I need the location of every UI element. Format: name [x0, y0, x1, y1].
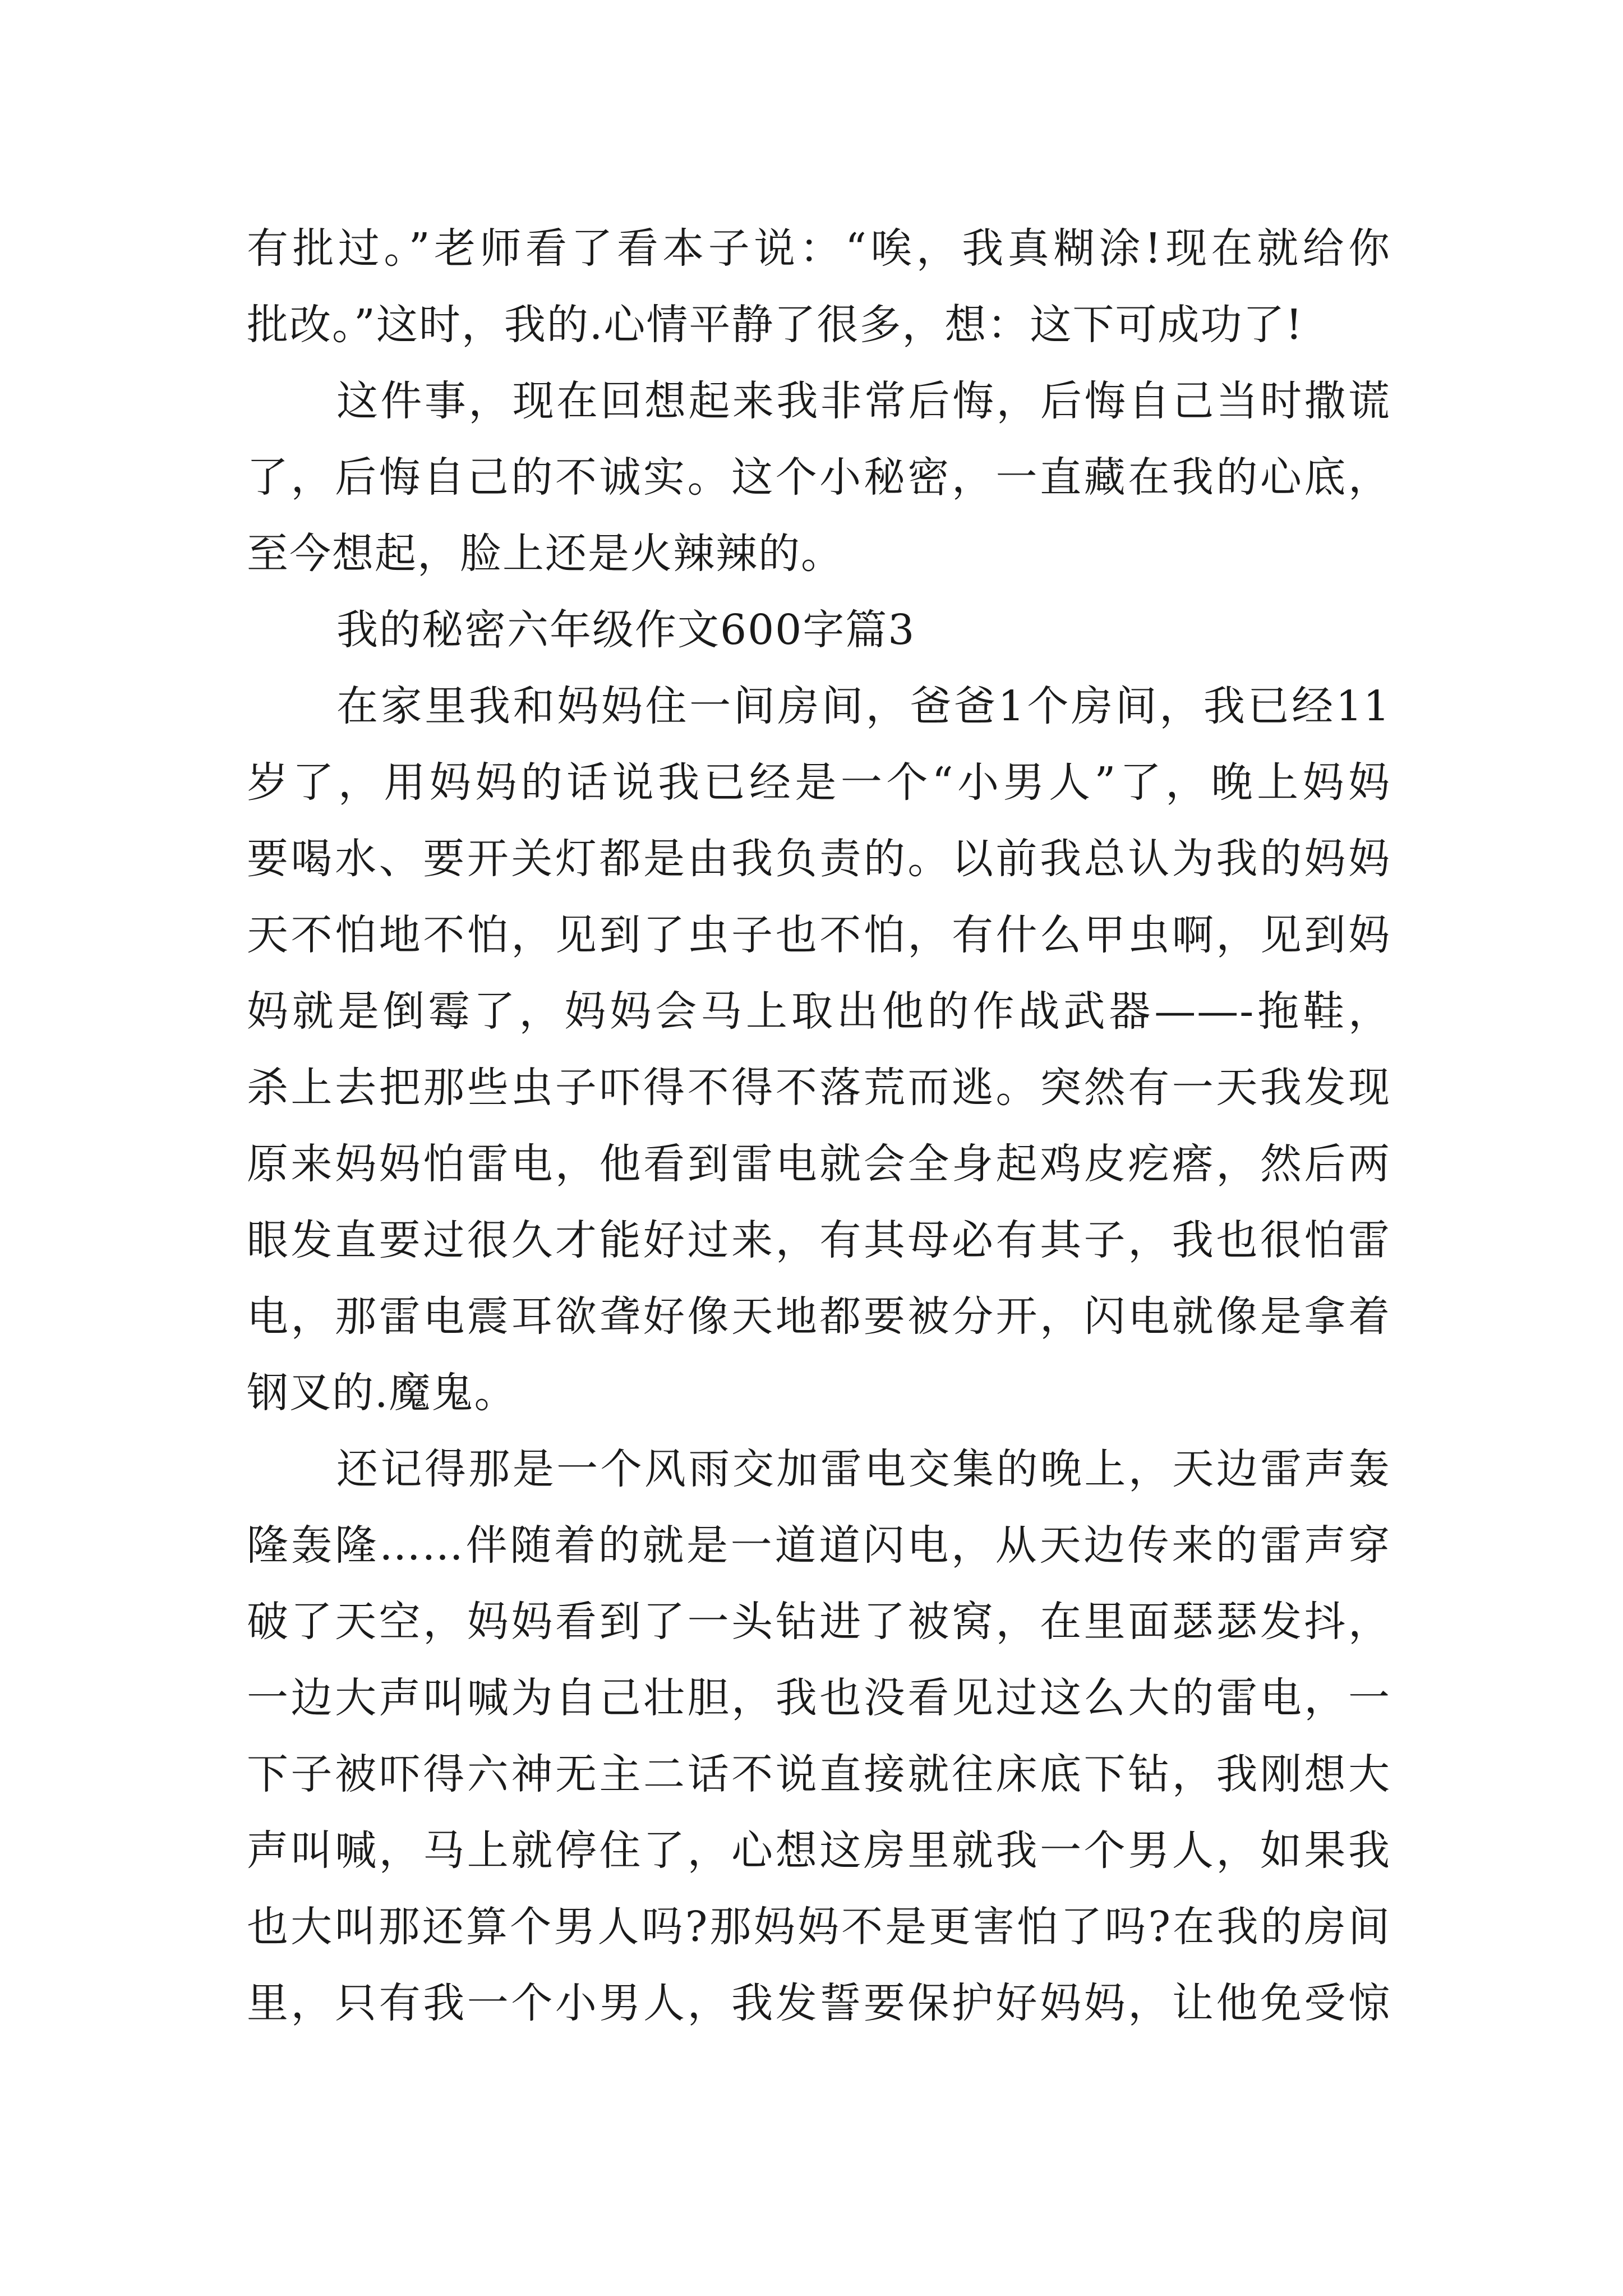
text-line: 隆轰隆……伴随着的就是一道道闪电，从天边传来的雷声穿	[247, 1521, 1391, 1570]
text-line: 原来妈妈怕雷电，他看到雷电就会全身起鸡皮疙瘩，然后两	[247, 1140, 1391, 1188]
text-line: 眼发直要过很久才能好过来，有其母必有其子，我也很怕雷	[247, 1216, 1391, 1264]
text-line: 要喝水、要开关灯都是由我负责的。以前我总认为我的妈妈	[247, 835, 1391, 883]
text-line: 破了天空，妈妈看到了一头钻进了被窝，在里面瑟瑟发抖，	[247, 1598, 1391, 1646]
text-line: 岁了，用妈妈的话说我已经是一个“小男人”了，晚上妈妈	[247, 758, 1391, 807]
text-line: 妈就是倒霉了，妈妈会马上取出他的作战武器——-拖鞋，	[247, 987, 1391, 1036]
text-line: 在家里我和妈妈住一间房间，爸爸1个房间，我已经11	[336, 682, 1391, 730]
text-line: 还记得那是一个风雨交加雷电交集的晚上，天边雷声轰	[336, 1445, 1391, 1493]
text-line: 声叫喊，马上就停住了，心想这房里就我一个男人，如果我	[247, 1826, 1391, 1875]
text-line: 一边大声叫喊为自己壮胆，我也没看见过这么大的雷电，一	[247, 1674, 1391, 1722]
text-line: 批改。”这时，我的.心情平静了很多，想：这下可成功了!	[247, 301, 1304, 349]
text-line: 至今想起，脸上还是火辣辣的。	[247, 530, 843, 578]
text-line: 天不怕地不怕，见到了虫子也不怕，有什么甲虫啊，见到妈	[247, 911, 1391, 959]
text-line: 钢叉的.魔鬼。	[247, 1369, 517, 1417]
text-line: 电，那雷电震耳欲聋好像天地都要被分开，闪电就像是拿着	[247, 1292, 1391, 1341]
text-line: 里，只有我一个小男人，我发誓要保护好妈妈，让他免受惊	[247, 1979, 1391, 2027]
text-line: 也大叫那还算个男人吗?那妈妈不是更害怕了吗?在我的房间	[247, 1903, 1391, 1951]
text-line: 了，后悔自己的不诚实。这个小秘密，一直藏在我的心底，	[247, 453, 1391, 501]
text-line: 下子被吓得六神无主二话不说直接就往床底下钻，我刚想大	[247, 1750, 1391, 1798]
text-line: 这件事，现在回想起来我非常后悔，后悔自己当时撒谎	[336, 377, 1391, 425]
text-line: 杀上去把那些虫子吓得不得不落荒而逃。突然有一天我发现	[247, 1064, 1391, 1112]
text-line: 有批过。”老师看了看本子说：“唉，我真糊涂!现在就给你	[247, 224, 1391, 273]
section-heading: 我的秘密六年级作文600字篇3	[336, 606, 916, 654]
body-text	[247, 210, 1391, 2041]
